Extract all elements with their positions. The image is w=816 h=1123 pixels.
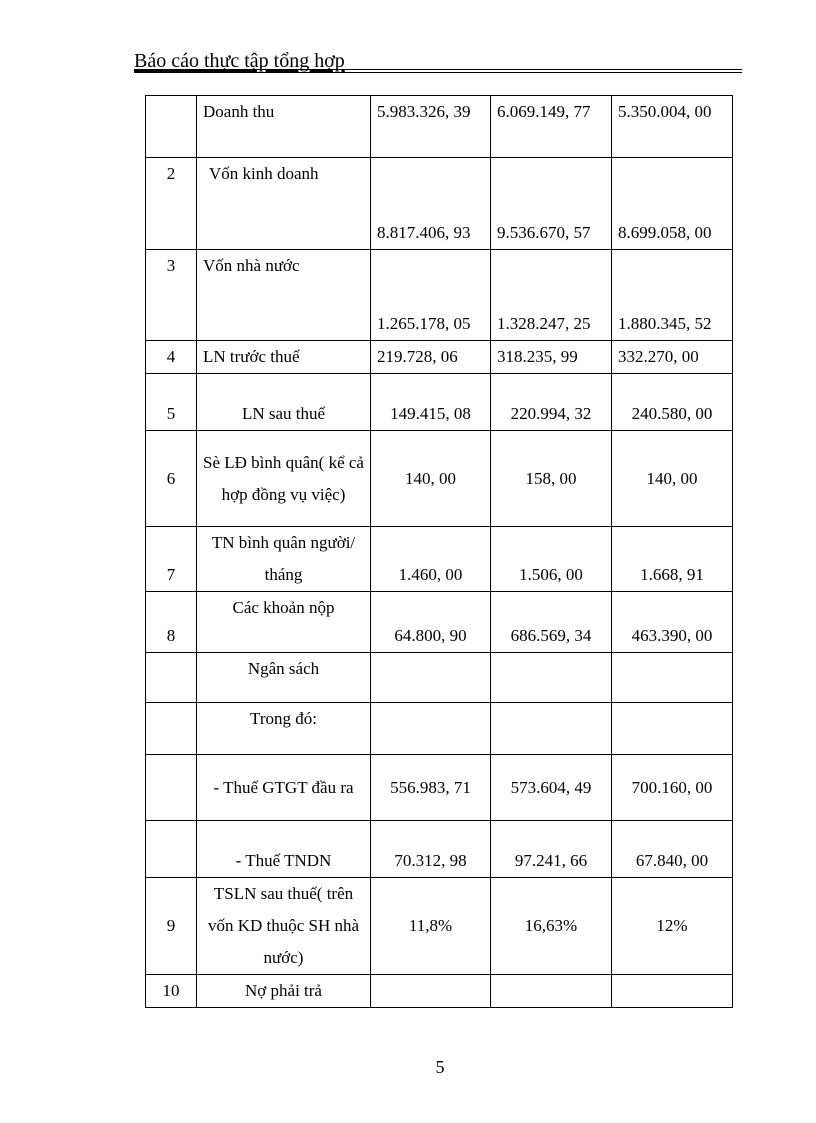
table-row [146, 527, 733, 592]
value-cell: 1.460, 00 [371, 527, 491, 592]
value-cell: 332.270, 00 [612, 341, 733, 374]
table-row [146, 96, 733, 158]
row-number: 2 [146, 158, 197, 250]
table-row [146, 653, 733, 703]
table-row [146, 821, 733, 878]
row-number [146, 821, 197, 878]
table-row [146, 878, 733, 975]
row-number: 8 [146, 592, 197, 653]
value-cell [371, 703, 491, 755]
value-cell: 700.160, 00 [612, 755, 733, 821]
indicator-label: Sè LĐ bình quân( kể cả hợp đồng vụ việc) [197, 431, 371, 527]
value-cell: 8.699.058, 00 [612, 158, 733, 250]
row-number [146, 703, 197, 755]
row-number: 9 [146, 878, 197, 975]
value-cell [612, 975, 733, 1008]
value-cell: 6.069.149, 77 [491, 96, 612, 158]
table-row [146, 341, 733, 374]
row-number [146, 96, 197, 158]
row-number: 3 [146, 250, 197, 341]
value-cell: 12% [612, 878, 733, 975]
value-cell [491, 653, 612, 703]
row-number: 5 [146, 374, 197, 431]
indicator-label: Các khoản nộp [197, 592, 371, 653]
value-cell: 70.312, 98 [371, 821, 491, 878]
page-number: 5 [435, 1057, 445, 1077]
financial-indicators-table [145, 95, 733, 1008]
indicator-label: - Thuế GTGT đầu ra [197, 755, 371, 821]
value-cell: 573.604, 49 [491, 755, 612, 821]
indicator-label: Vốn nhà nước [197, 250, 371, 341]
row-number: 7 [146, 527, 197, 592]
value-cell [371, 975, 491, 1008]
value-cell: 1.328.247, 25 [491, 250, 612, 341]
table-row [146, 374, 733, 431]
value-cell: 463.390, 00 [612, 592, 733, 653]
value-cell [612, 653, 733, 703]
value-cell: 1.506, 00 [491, 527, 612, 592]
table-row [146, 592, 733, 653]
value-cell: 240.580, 00 [612, 374, 733, 431]
table-row [146, 703, 733, 755]
row-number [146, 755, 197, 821]
table-row [146, 158, 733, 250]
value-cell: 67.840, 00 [612, 821, 733, 878]
value-cell: 1.265.178, 05 [371, 250, 491, 341]
value-cell: 5.983.326, 39 [371, 96, 491, 158]
indicator-label: Vốn kinh doanh [197, 158, 371, 250]
value-cell [491, 703, 612, 755]
indicator-label: - Thuế TNDN [197, 821, 371, 878]
value-cell: 158, 00 [491, 431, 612, 527]
indicator-label: TSLN sau thuế( trên vốn KD thuộc SH nhà nước) [197, 878, 371, 975]
value-cell: 556.983, 71 [371, 755, 491, 821]
indicator-label: LN trước thuế [197, 341, 371, 374]
value-cell: 140, 00 [371, 431, 491, 527]
value-cell: 149.415, 08 [371, 374, 491, 431]
row-number: 6 [146, 431, 197, 527]
value-cell: 97.241, 66 [491, 821, 612, 878]
indicator-label: TN bình quân người/ tháng [197, 527, 371, 592]
indicator-label: Trong đó: [197, 703, 371, 755]
table-row [146, 431, 733, 527]
table-row [146, 250, 733, 341]
indicator-label: Nợ phải trả [197, 975, 371, 1008]
header-rule-bottom [134, 72, 742, 73]
indicator-label: Ngân sách [197, 653, 371, 703]
row-number: 4 [146, 341, 197, 374]
indicator-label: Doanh thu [197, 96, 371, 158]
table-row [146, 975, 733, 1008]
value-cell: 220.994, 32 [491, 374, 612, 431]
value-cell: 1.880.345, 52 [612, 250, 733, 341]
value-cell [612, 703, 733, 755]
header-rule-top [134, 69, 742, 70]
row-number: 10 [146, 975, 197, 1008]
indicator-label: LN sau thuế [197, 374, 371, 431]
value-cell: 9.536.670, 57 [491, 158, 612, 250]
value-cell: 318.235, 99 [491, 341, 612, 374]
value-cell: 5.350.004, 00 [612, 96, 733, 158]
value-cell: 686.569, 34 [491, 592, 612, 653]
value-cell [371, 653, 491, 703]
value-cell: 11,8% [371, 878, 491, 975]
value-cell: 64.800, 90 [371, 592, 491, 653]
value-cell: 140, 00 [612, 431, 733, 527]
value-cell: 16,63% [491, 878, 612, 975]
table-row [146, 755, 733, 821]
value-cell: 1.668, 91 [612, 527, 733, 592]
value-cell: 8.817.406, 93 [371, 158, 491, 250]
row-number [146, 653, 197, 703]
value-cell: 219.728, 06 [371, 341, 491, 374]
value-cell [491, 975, 612, 1008]
page-header-title: Báo cáo thực tập tổng hợp [134, 50, 345, 72]
